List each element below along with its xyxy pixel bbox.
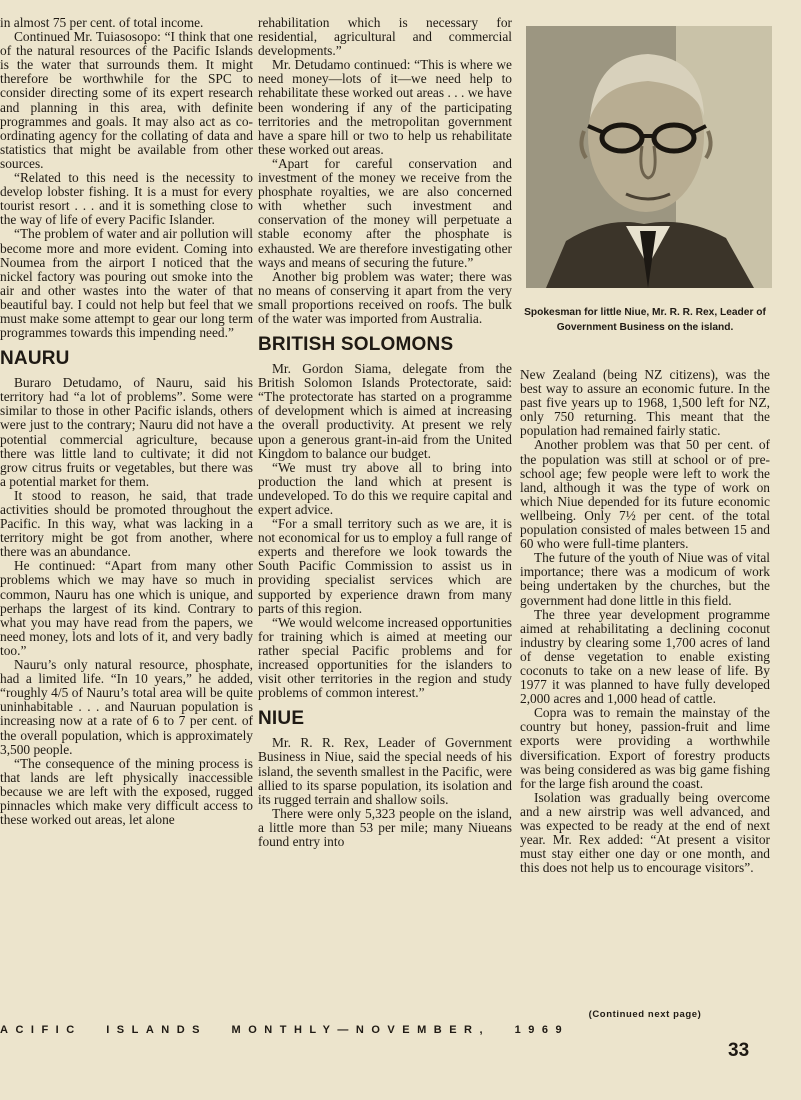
paragraph: Nauru’s only natural resource, phosphate, had a limited life. “In 10 years,” he added, “roughly 4/5 of Nauru’s total area will be quite uninhabitable . . . and Nauruan population is increasing now at a rate of 6 to 7 per cent. of the overall population, which is approximately 3,500 people. — [0, 657, 253, 757]
column-right — [520, 368, 770, 1008]
paragraph: The three year development programme aimed at rehabilitating a declining coconut industry by clearing some 1,700 acres of land of dense vegetation to enable existing coconuts to take on a new lease of life. By 1977 it was planned to have fully developed 2,000 acres and 1,000 head of cattle. — [520, 606, 770, 707]
paragraph: “We must try above all to bring into production the land which at present is undeveloped. To do this we require capital and expert advice. — [258, 459, 512, 517]
paragraph: “Related to this need is the necessity to develop lobster fishing. It is a must for every tourist resort . . . and it is something close to the way of life of every Pacific Islander. — [0, 170, 253, 228]
section-heading-nauru: NAURU — [0, 348, 70, 370]
paragraph: in almost 75 per cent. of total income. — [0, 16, 204, 30]
paragraph: Mr. Detudamo continued: “This is where we need money—lots of it—we need help to rehabilitate these worked out areas . . . we have been wondering if any of the participating territories and the metropolitan government have a spare hill or two to help us rehabilitate these worked out areas. — [258, 57, 512, 157]
paragraph: Isolation was gradually being overcome and a new airstrip was well advanced, and was expected to be ready at the end of next year. Mr. Rex added: “At present a visitor must stay either one day or one month, and this does not help us to encourage visitors”. — [520, 789, 770, 876]
continued-note: (Continued next page) — [588, 1009, 702, 1020]
paragraph: Another problem was that 50 per cent. of the population was still at school or of pre-school age; few people were left to work the land, although it was the type of work on which Niue depended for its future economic wellbeing. Only 7½ per cent. of the total population consisted of males between 15 and 60 who were full-time planters. — [520, 437, 770, 552]
paragraph: “Apart for careful conservation and investment of the money we receive from the phosphate royalties, we are also concerned with whether such investment and conservation of the money will perpetuate a stable economy after the phosphate is exhausted. We are therefore investigating other ways and means of securing the future.” — [258, 155, 512, 270]
paragraph: It stood to reason, he said, that trade activities should be promoted throughout the Pacific. In this way, what was lacking in a territory might be got from another, where there was an abundance. — [0, 487, 253, 560]
paragraph: Another big problem was water; there was no means of conserving it apart from the very small proportions received on roofs. The bulk of the water was imported from Australia. — [258, 268, 512, 326]
paragraph: He continued: “Apart from many other problems which we may have so much in common, Nauru has one which is unique, and perhaps the largest of its kind. Contrary to what you may have read from the papers, we need money, lots and lots of it, and very badly too.” — [0, 558, 253, 658]
paragraph: “We would welcome increased opportunities for training which is aimed at meeting our rather special Pacific problems and for increased opportunities for the islanders to visit other territories in the region and study problems of common interest.” — [258, 614, 512, 701]
portrait-illustration — [526, 26, 772, 288]
column-left — [0, 16, 253, 1012]
paragraph: rehabilitation which is necessary for residential, agricultural and commercial developments.” — [258, 16, 512, 59]
paragraph: Buraro Detudamo, of Nauru, said his territory had “a lot of problems”. Some were similar to those in other Pacific islands, others were just to the contrary; Nauru did not have a potential commercial agriculture, because there was little land to cultivate; it did not grow citrus fruits or vegetables, but there was a potential market for them. — [0, 375, 253, 489]
page-number: 33 — [728, 1040, 750, 1061]
paragraph: New Zealand (being NZ citizens), was the best way to assure an economic future. In the past five years up to 1968, 1,500 left for NZ, only 750 returning. This meant that the population had remained fairly static. — [520, 368, 770, 439]
paragraph: There were only 5,323 people on the island, a little more than 53 per mile; many Niueans found entry into — [258, 805, 512, 849]
publication-footer: ACIFIC ISLANDS MONTHLY—NOVEMBER, 1969 — [0, 1024, 570, 1036]
portrait-photo — [526, 26, 772, 288]
paragraph: Mr. Gordon Siama, delegate from the British Solomon Islands Protectorate, said: “The protectorate has started on a programme of development which is aimed at increasing the overall productivity. At present we rely upon a generous grant-in-aid from the United Kingdom to balance our budget. — [258, 361, 512, 461]
column-middle — [258, 16, 512, 991]
section-heading-british-solomons: BRITISH SOLOMONS — [258, 334, 454, 356]
section-heading-niue: NIUE — [258, 708, 305, 730]
photo-caption: Spokesman for little Niue, Mr. R. R. Rex, Leader of Government Business on the island. — [524, 307, 766, 333]
paragraph: Continued Mr. Tuiasosopo: “I think that one of the natural resources of the Pacific Islands is the water that surrounds them. It might therefore be worthwhile for the SPC to consider directing some of its expert research and planning in this area, with definite programmes and goals. It may also act as co-ordinating agency for the collating of data and statistics that might be available from other sources. — [0, 29, 253, 171]
paragraph: Mr. R. R. Rex, Leader of Government Business in Niue, said the special needs of his island, the seventh smallest in the Pacific, were allied to its sparse population, its isolation and its rugged terrain and shallow soils. — [258, 735, 512, 807]
paragraph: “For a small territory such as we are, it is not economical for us to employ a full range of experts and therefore we look towards the South Pacific Commission to assist us in providing specialist services which are supported by experience drawn from many parts of this region. — [258, 516, 512, 616]
paragraph: Copra was to remain the mainstay of the country but honey, passion-fruit and lime exports were providing a worthwhile diversification. Export of forestry products was being considered as was big game fishing for the large fish around the coast. — [520, 705, 770, 791]
paragraph: “The problem of water and air pollution will become more and more evident. Coming into Noumea from the airport I noticed that the nickel factory was pouring out smoke into the air and other wastes into the water of that beautiful bay. I could not help but feel that we must make some attempt to gear our long term programmes towards this impending need.” — [0, 226, 253, 341]
paragraph: The future of the youth of Niue was of vital importance; there was a modicum of work being undertaken by the churches, but the government had done little in this field. — [520, 550, 770, 608]
paragraph: “The consequence of the mining process is that lands are left physically inaccessible because we are left with the exposed, rugged pinnacles which make very difficult access to these worked out areas, let alone — [0, 755, 253, 828]
